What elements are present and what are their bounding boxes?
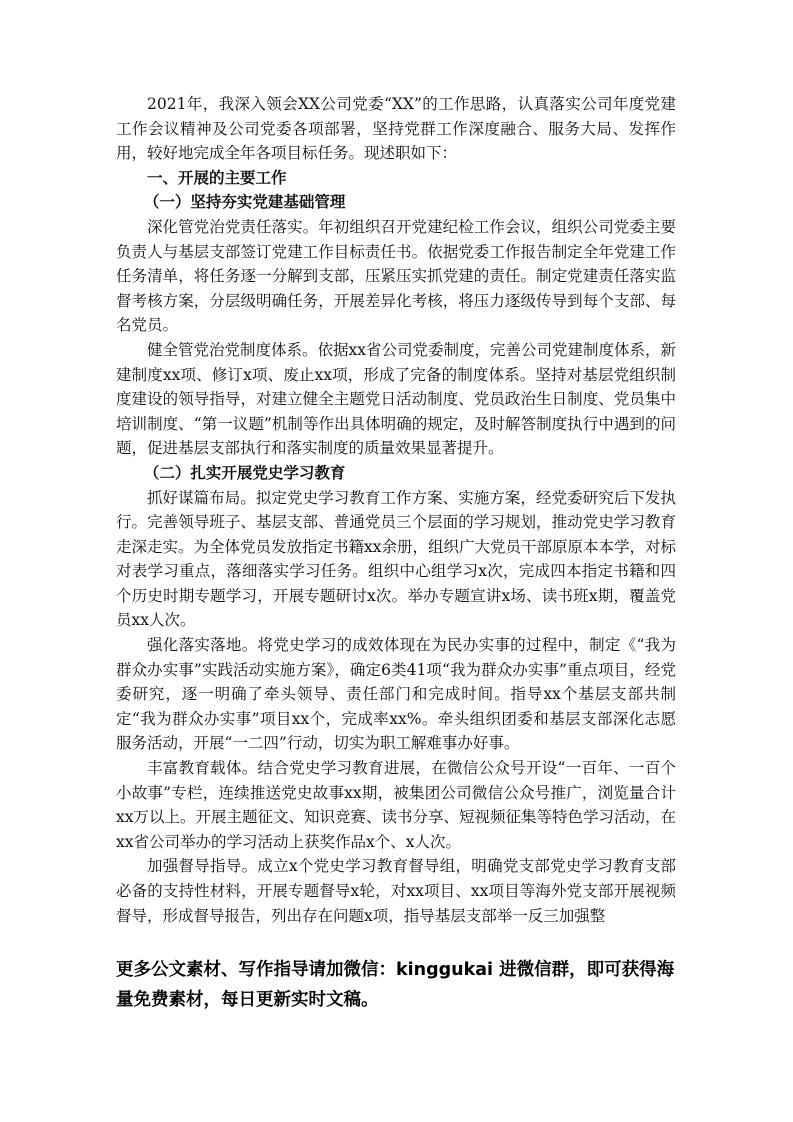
- section-heading-main-work: 一、开展的主要工作: [147, 168, 287, 187]
- subsection-heading-party-building: （一）坚持夯实党建基础管理: [143, 193, 346, 212]
- paragraph-supervision: 加强督导指导。成立x个党史学习教育督导组，明确党支部党史学习教育支部必备的支持性材料，开展专题督导x轮，对xx项目、xx项目等海外党支部开展视频督导，形成督导报告，列出存在问题x项，指导基层支部举一反三加强整: [116, 857, 676, 925]
- paragraph-carriers: 丰富教育载体。结合党史学习教育进展，在微信公众号开设“一百年、一百个小故事”专栏，连续推送党史故事xx期，被集团公司微信公众号推广，浏览量合计xx万以上。开展主题征文、知识竞赛、读书分享、短视频征集等特色学习活动，在xx省公司举办的学习活动上获奖作品x个、x人次。: [116, 759, 676, 851]
- intro-paragraph: 2021年，我深入领会XX公司党委“XX”的工作思路，认真落实公司年度党建工作会议精神及公司党委各项部署，坚持党群工作深度融合、服务大局、发挥作用，较好地完成全年各项目标任务。现述职如下：: [116, 95, 676, 163]
- subsection-heading-history-education: （二）扎实开展党史学习教育: [143, 463, 346, 482]
- paragraph-planning: 抓好谋篇布局。拟定党史学习教育工作方案、实施方案，经党委研究后下发执行。完善领导班子、基层支部、普通党员三个层面的学习规划，推动党史学习教育走深走实。为全体党员发放指定书籍xx余册，组织广大党员干部原原本本学，对标对表学习重点，落细落实学习任务。组织中心组学习x次，完成四本指定书籍和四个历史时期专题学习，开展专题研讨x次。举办专题宣讲x场、读书班x期，覆盖党员xx人次。: [116, 488, 676, 630]
- promo-note: 更多公文素材、写作指导请加微信：kinggukai 进微信群，即可获得海量免费素材，每日更新实时文稿。: [116, 960, 675, 1010]
- paragraph-responsibility: 深化管党治党责任落实。年初组织召开党建纪检工作会议，组织公司党委主要负责人与基层支部签订党建工作目标责任书。依据党委工作报告制定全年党建工作任务清单，将任务逐一分解到支部，压紧压实抓党建的责任。制定党建责任落实监督考核方案，分层级明确任务，开展差异化考核，将压力逐级传导到每个支部、每名党员。: [116, 217, 676, 335]
- paragraph-implementation: 强化落实落地。将党史学习的成效体现在为民办实事的过程中，制定《“我为群众办实事”实践活动实施方案》，确定6类41项“我为群众办实事”重点项目，经党委研究，逐一明确了牵头领导、责任部门和完成时间。指导xx个基层支部共制定“我为群众办实事”项目xx个，完成率xx%。牵头组织团委和基层支部深化志愿服务活动，开展“一二四”行动，切实为职工解难事办好事。: [116, 636, 676, 753]
- document-body: [116, 92, 676, 928]
- paragraph-system: 健全管党治党制度体系。依据xx省公司党委制度，完善公司党建制度体系，新建制度xx项、修订x项、废止xx项，形成了完备的制度体系。坚持对基层党组织制度建设的领导指导，对建立健全主题党日活动制度、党员政治生日制度、党员集中培训制度、“第一议题”机制等作出具体明确的规定，及时解答制度执行中遇到的问题，促进基层支部执行和落实制度的质量效果显著提升。: [116, 340, 676, 458]
